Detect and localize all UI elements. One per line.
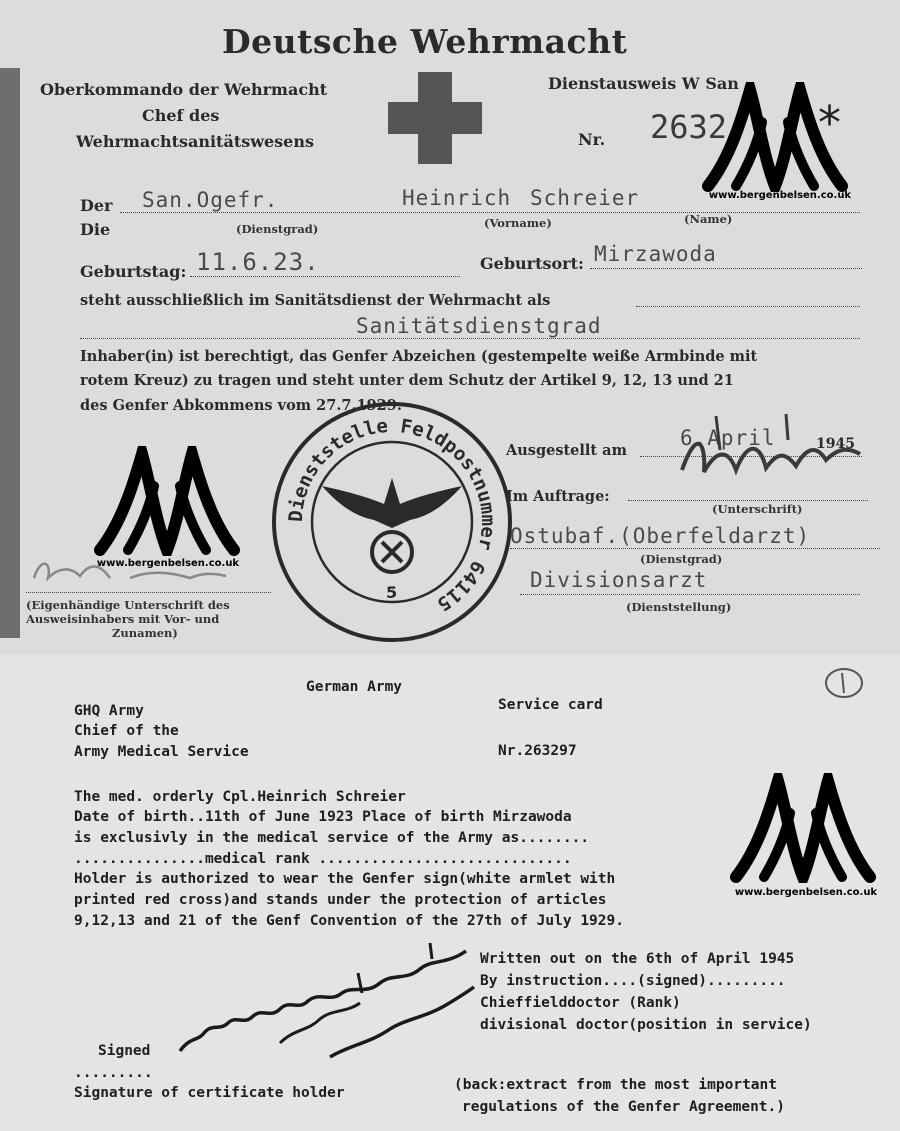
firstname-caption: (Vorname) <box>484 216 552 230</box>
officer-position-dotted-line <box>520 594 860 595</box>
holder-caption-line-3: Zunamen) <box>112 626 178 640</box>
officer-rank-dotted-line <box>510 548 880 549</box>
signed-dots: ......... <box>74 1065 153 1081</box>
translation-doc-type: Service card <box>498 697 603 713</box>
officer-position: Divisionsarzt <box>530 568 708 592</box>
written-line-3: Chieffielddoctor (Rank) <box>480 995 681 1011</box>
body-line-2: rotem Kreuz) zu tragen und steht unter dem Schutz der Artikel 9, 12, 13 und 21 <box>80 372 734 389</box>
body-line-3: des Genfer Abkommens vom 27.7.1929. <box>80 397 402 414</box>
document-type: Dienstausweis W San <box>548 74 739 93</box>
official-stamp-icon <box>270 400 514 644</box>
officer-position-caption: (Dienststellung) <box>626 600 732 614</box>
translation-line-1: The med. orderly Cpl.Heinrich Schreier <box>74 789 406 805</box>
birthday-value: 11.6.23. <box>196 248 320 276</box>
issuer-line-2: Chef des <box>142 106 220 125</box>
stamp-ring-text: Dienststelle Feldpostnummer 64115 <box>284 414 500 616</box>
translation-line-6: printed red cross)and stands under the protection of articles <box>74 892 607 908</box>
birthplace-dotted-line <box>590 268 862 269</box>
officer-signature-icon <box>676 410 876 500</box>
rank-caption: (Dienstgrad) <box>236 222 319 236</box>
watermark-top-right <box>700 82 850 196</box>
order-dotted-line <box>628 500 868 501</box>
back-note-1: (back:extract from the most important <box>454 1077 778 1093</box>
red-cross-icon <box>388 72 482 164</box>
holder-signature-dotted-line <box>26 592 271 593</box>
holder-caption-line-1: (Eigenhändige Unterschrift des <box>26 598 230 612</box>
english-translation <box>0 655 900 1131</box>
service-value: Sanitätsdienstgrad <box>356 314 602 338</box>
surname-value: Schreier <box>530 186 640 210</box>
translation-issuer-2: Chief of the <box>74 723 179 739</box>
watermark-bottom-right <box>728 773 878 887</box>
watermark-url-bottom: www.bergenbelsen.co.uk <box>734 887 878 898</box>
watermark-url-top: www.bergenbelsen.co.uk <box>708 190 852 201</box>
watermark-url-left: www.bergenbelsen.co.uk <box>96 558 240 569</box>
officer-rank: Ostubaf.(Oberfeldarzt) <box>510 524 811 548</box>
translation-issuer-3: Army Medical Service <box>74 744 249 760</box>
rank-value: San.Ogefr. <box>142 188 279 212</box>
circled-mark-icon <box>822 665 866 701</box>
stamp-number: 5 <box>386 583 398 602</box>
holder-caption-line-2: Ausweisinhabers mit Vor- und <box>26 612 220 626</box>
written-line-1: Written out on the 6th of April 1945 <box>480 951 795 967</box>
body-line-1: Inhaber(in) ist berechtigt, das Genfer Abzeichen (gestempelte weiße Armbinde mit <box>80 348 758 365</box>
service-line: steht ausschließlich im Sanitätsdienst der Wehrmacht als <box>80 292 551 309</box>
translation-nr: Nr.263297 <box>498 743 577 759</box>
issued-label: Ausgestellt am <box>506 442 627 459</box>
card-title: Deutsche Wehrmacht <box>222 22 628 61</box>
bergenbelsen-logo-icon <box>92 446 242 556</box>
nr-label: Nr. <box>578 130 606 149</box>
der-label: Der <box>80 196 113 215</box>
card-edge-shadow <box>0 68 20 638</box>
translation-line-2: Date of birth..11th of June 1923 Place of birth Mirzawoda <box>74 809 572 825</box>
translation-line-7: 9,12,13 and 21 of the Genf Convention of the 27th of July 1929. <box>74 913 624 929</box>
signature-caption: (Unterschrift) <box>712 502 803 516</box>
birthday-dotted-line <box>190 276 460 277</box>
name-dotted-line <box>120 212 860 213</box>
service-value-dotted-line <box>80 338 860 339</box>
translation-line-4: ...............medical rank ............................. <box>74 851 572 867</box>
written-line-2: By instruction....(signed)......... <box>480 973 786 989</box>
document-number: 2632 <box>650 108 728 146</box>
birthday-label: Geburtstag: <box>80 262 187 281</box>
asterisk-mark: * <box>818 96 841 150</box>
issuer-line-3: Wehrmachtsanitätswesens <box>76 132 314 151</box>
translation-title: German Army <box>306 679 403 695</box>
birthplace-label: Geburtsort: <box>480 254 584 273</box>
issuer-line-1: Oberkommando der Wehrmacht <box>40 80 328 99</box>
written-line-4: divisional doctor(position in service) <box>480 1017 812 1033</box>
service-dotted-line <box>636 306 860 307</box>
back-note-2: regulations of the Genfer Agreement.) <box>462 1099 786 1115</box>
bergenbelsen-logo-icon <box>728 773 878 883</box>
signed-label: Signed <box>98 1043 151 1059</box>
translation-line-5: Holder is authorized to wear the Genfer sign(white armlet with <box>74 871 616 887</box>
holder-signature-caption: Signature of certificate holder <box>74 1085 345 1101</box>
surname-caption: (Name) <box>684 212 733 226</box>
firstname-value: Heinrich <box>402 186 512 210</box>
translation-issuer-1: GHQ Army <box>74 703 144 719</box>
birthplace-value: Mirzawoda <box>594 242 717 266</box>
issued-value: 6.April <box>680 426 776 450</box>
translation-line-3: is exclusivly in the medical service of the Army as........ <box>74 830 590 846</box>
die-label: Die <box>80 220 111 239</box>
bergenbelsen-logo-icon <box>700 82 850 192</box>
issued-year: 1945 <box>816 436 855 452</box>
officer-rank-caption: (Dienstgrad) <box>640 552 723 566</box>
order-label: Im Auftrage: <box>506 488 610 505</box>
watermark-left <box>92 446 242 560</box>
handwritten-annotation-icon <box>170 933 480 1063</box>
